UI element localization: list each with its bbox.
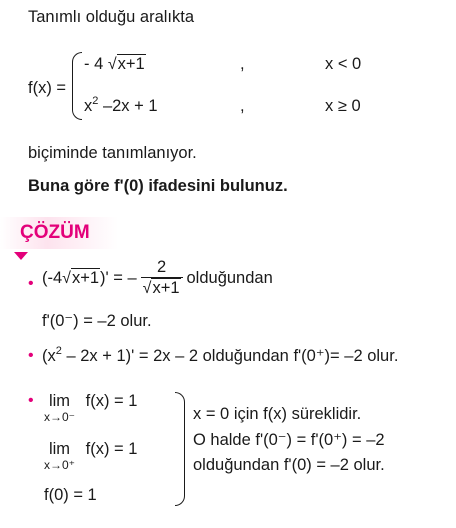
header-triangle-icon <box>14 252 28 260</box>
function-value: f(0) = 1 <box>44 486 97 504</box>
piece-2-separator: , <box>240 97 245 115</box>
step-1-line-1: (-4 √x+1 )' = – $\frac{2}{√x+1}$ olduğundan <box>42 258 273 297</box>
step-2-line: $(x^2 - 2x + 1)' = 2x - 2$ olduğundan f'(0⁺)= –2 olur. <box>42 345 399 365</box>
piece-1-separator: , <box>240 55 245 73</box>
function-label: f(x) = <box>28 79 67 97</box>
radical: √x+1 <box>62 268 100 287</box>
conclusion-line-3: olduğundan f'(0) = –2 olur. <box>193 456 385 474</box>
conclusion-line-1: x = 0 için f(x) süreklidir. <box>193 405 362 423</box>
conclusion-brace <box>175 392 185 506</box>
piece-2-condition: x ≥ 0 <box>325 97 361 115</box>
solution-header: ÇÖZÜM <box>20 222 90 243</box>
radical: √x+1 <box>142 279 180 297</box>
bullet-icon: • <box>28 275 34 292</box>
piecewise-brace <box>72 52 82 120</box>
outro-text: biçiminde tanımlanıyor. <box>28 144 197 162</box>
left-limit: lim x→0⁻ f(x) = 1 <box>44 392 138 424</box>
piece-2-expression: $x^2$ –2x + 1 <box>84 95 158 115</box>
question-text: Buna göre f'(0) ifadesini bulunuz. <box>28 177 288 195</box>
fraction: $\frac{2}{√x+1}$ <box>141 258 183 298</box>
piece-1-condition: x < 0 <box>325 55 362 73</box>
conclusion-line-2: O halde f'(0⁻) = f'(0⁺) = –2 <box>193 431 385 449</box>
right-limit: lim x→0⁺ f(x) = 1 <box>44 440 138 472</box>
piece-1-expression: - 4 √x+1 <box>84 55 145 73</box>
step-1-line-2: f'(0⁻) = –2 olur. <box>42 312 152 330</box>
intro-text: Tanımlı olduğu aralıkta <box>28 8 195 26</box>
bullet-icon: • <box>28 392 34 409</box>
radical: √x+1 <box>107 55 145 73</box>
bullet-icon: • <box>28 347 34 364</box>
